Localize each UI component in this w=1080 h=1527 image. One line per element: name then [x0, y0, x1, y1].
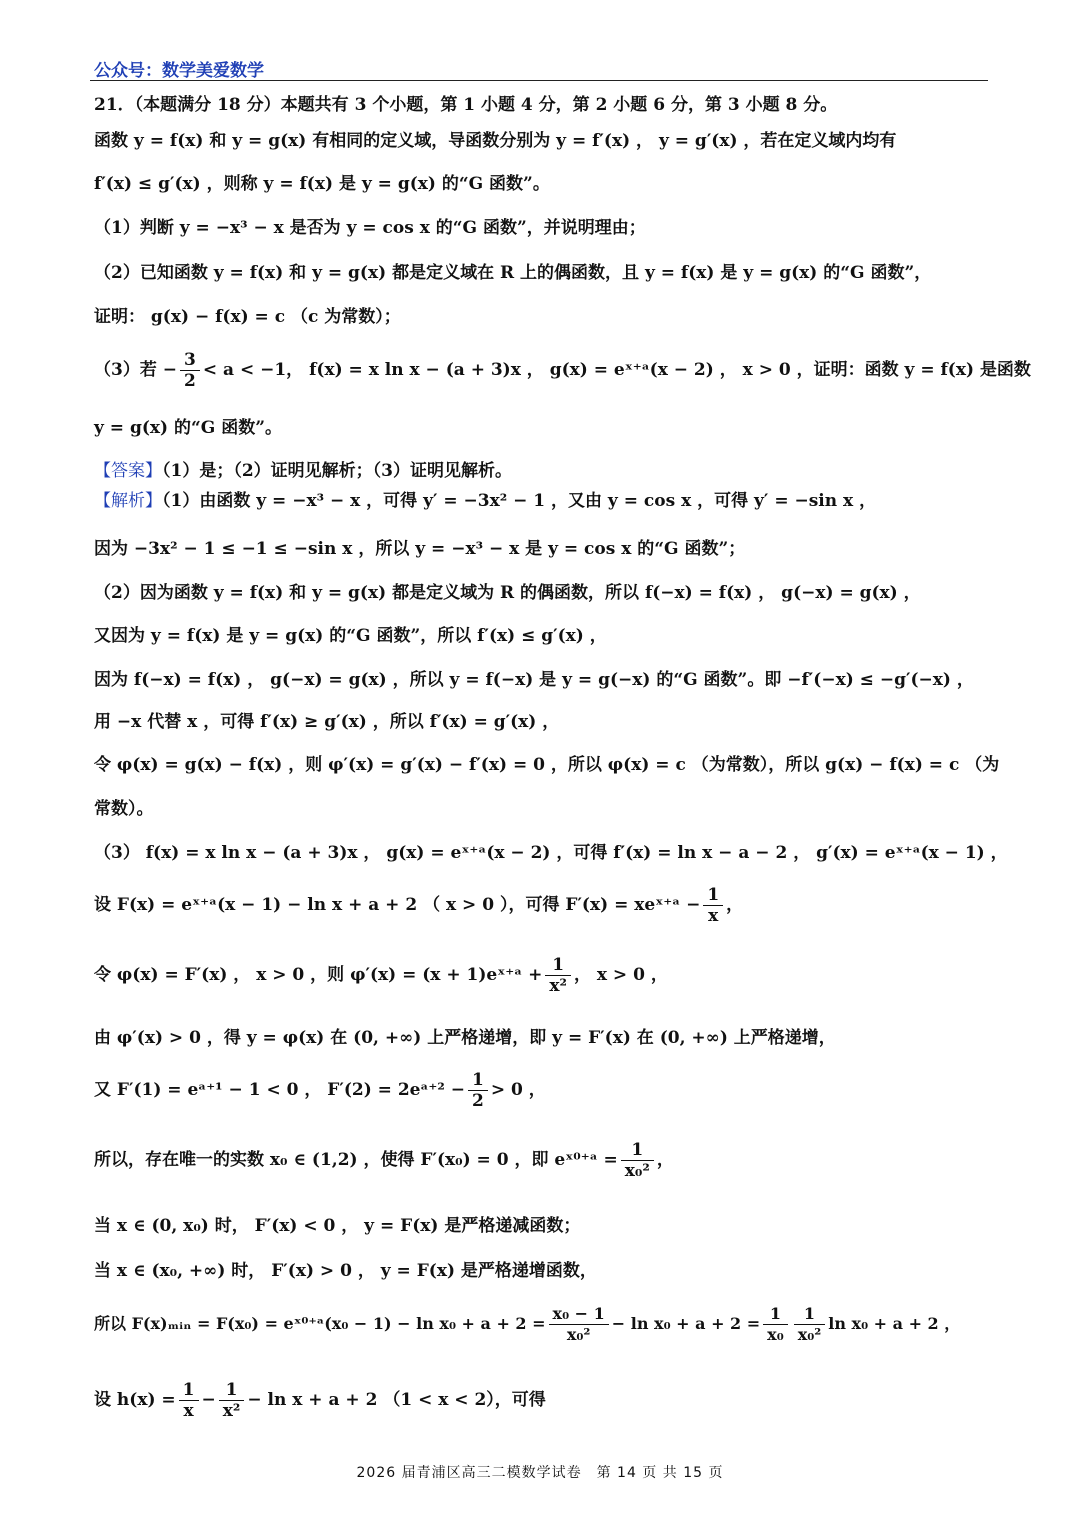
l26-frac2-num: 1	[763, 1304, 788, 1325]
l23-frac-den: x₀²	[624, 1161, 650, 1181]
analysis-line-4: 又因为 y = f(x) 是 y = g(x) 的“G 函数”，所以 f′(x) ≤ g′(x) ，	[94, 626, 607, 646]
question-3	[94, 350, 1031, 391]
analysis-line-12: 由 φ′(x) > 0 ，得 y = φ(x) 在 (0, +∞) 上严格递增，即 y = F′(x) 在 (0, +∞) 上严格递增，	[94, 1028, 836, 1048]
l27-frac2-num: 1	[219, 1380, 245, 1401]
analysis-line-5: 因为 f(−x) = f(x) ， g(−x) = g(x) ，所以 y = f(−x) 是 y = g(−x) 的“G 函数”。即 −f′(−x) ≤ −g′(−x) ，	[94, 670, 974, 690]
analysis-line-6: 用 −x 代替 x ，可得 f′(x) ≥ g′(x) ，所以 f′(x) = g′(x) ，	[94, 712, 560, 732]
answer-tag: 【答案】	[94, 461, 162, 481]
analysis-line-2: 因为 −3x² − 1 ≤ −1 ≤ −sin x ，所以 y = −x³ − x 是 y = cos x 的“G 函数”；	[94, 539, 746, 559]
answer-line	[94, 458, 986, 484]
l27-fraction-2	[219, 1380, 245, 1421]
l22-frac-den: 2	[471, 1091, 484, 1111]
answer-text: （1）是；（2）证明见解析；（3）证明见解析。	[162, 461, 512, 481]
analysis-line-13	[94, 1070, 986, 1111]
l23-frac-num: 1	[621, 1140, 654, 1161]
q3-frac-den: 2	[184, 371, 196, 391]
l22-suffix: > 0 ，	[490, 1080, 546, 1100]
analysis-line-15: 当 x ∈ (0, x₀) 时， F′(x) < 0 ， y = F(x) 是严格递减函数；	[94, 1216, 581, 1236]
page-footer: 2026 届青浦区高三二模数学试卷 第 14 页 共 15 页	[356, 1465, 724, 1481]
question-3-cont: y = g(x) 的“G 函数”。	[94, 418, 282, 438]
l19-fraction	[703, 885, 723, 926]
l26-fraction-3	[794, 1304, 826, 1345]
l27-minus: −	[201, 1390, 216, 1410]
l19-suffix: ，	[726, 895, 744, 915]
l26-mid: − ln x₀ + a + 2 =	[611, 1314, 761, 1333]
l22-frac-num: 1	[468, 1070, 488, 1091]
question-1: （1）判断 y = −x³ − x 是否为 y = cos x 的“G 函数”，并说明理由；	[94, 218, 646, 238]
q3-frac-num: 3	[180, 350, 200, 371]
l20-fraction	[545, 955, 571, 996]
l26-frac1-den: x₀²	[566, 1325, 591, 1344]
analysis-line-14	[94, 1140, 986, 1181]
l19-frac-num: 1	[703, 885, 723, 906]
l22-prefix: 又 F′(1) = eᵃ⁺¹ − 1 < 0 ， F′(2) = 2eᵃ⁺² −	[94, 1080, 465, 1100]
q3-rest: < a < −1， f(x) = x ln x − (a + 3)x ， g(x) = eˣ⁺ᵃ(x − 2) ， x > 0 ，证明：函数 y = f(x) 是函数	[202, 360, 1031, 380]
problem-text-1: 函数 y = f(x) 和 y = g(x) 有相同的定义域，导函数分别为 y = f′(x) ， y = g′(x) ，若在定义域内均有	[94, 131, 897, 151]
analysis-line-8: 常数）。	[94, 799, 154, 819]
l26-suffix: ln x₀ + a + 2 ，	[828, 1314, 961, 1333]
analysis-line-7: 令 φ(x) = g(x) − f(x) ，则 φ′(x) = g′(x) − f′(x) = 0 ，所以 φ(x) = c （为常数），所以 g(x) − f(x) = c （为	[94, 755, 1000, 775]
analysis-line-3: （2）因为函数 y = f(x) 和 y = g(x) 都是定义域为 R 的偶函数，所以 f(−x) = f(x) ， g(−x) = g(x) ，	[94, 583, 921, 603]
l20-frac-den: x²	[549, 976, 567, 996]
l26-frac3-den: x₀²	[797, 1325, 822, 1344]
question-2: （2）已知函数 y = f(x) 和 y = g(x) 都是定义域在 R 上的偶函数，且 y = f(x) 是 y = g(x) 的“G 函数”，	[94, 263, 932, 283]
l19-frac-den: x	[708, 906, 719, 926]
analysis-line-10	[94, 885, 986, 926]
analysis-line-11	[94, 955, 986, 996]
l27-frac1-num: 1	[179, 1380, 199, 1401]
problem-heading: 21．（本题满分 18 分）本题共有 3 个小题，第 1 小题 4 分，第 2 小题 6 分，第 3 小题 8 分。	[94, 95, 838, 115]
l20-frac-num: 1	[545, 955, 571, 976]
question-2-cont: 证明： g(x) − f(x) = c （c 为常数）；	[94, 307, 401, 327]
l27-frac1-den: x	[183, 1401, 194, 1421]
l26-frac3-num: 1	[794, 1304, 826, 1325]
problem-text-2: f′(x) ≤ g′(x) ，则称 y = f(x) 是 y = g(x) 的“G 函数”。	[94, 174, 550, 194]
l20-prefix: 令 φ(x) = F′(x) ， x > 0 ，则 φ′(x) = (x + 1)eˣ⁺ᵃ +	[94, 965, 543, 985]
l27-fraction-1	[179, 1380, 199, 1421]
header-rule	[90, 80, 988, 81]
l27-prefix: 设 h(x) =	[94, 1390, 176, 1410]
q3-prefix: （3）若 −	[94, 360, 177, 380]
l26-fraction-1	[549, 1304, 609, 1345]
l22-fraction	[468, 1070, 488, 1111]
l20-suffix: ， x > 0 ，	[573, 965, 668, 985]
analysis-line-16: 当 x ∈ (x₀, +∞) 时， F′(x) > 0 ， y = F(x) 是严格递增函数，	[94, 1261, 597, 1281]
analysis-line-18	[94, 1380, 986, 1421]
l27-suffix: − ln x + a + 2 （1 < x < 2），可得	[247, 1390, 546, 1410]
l23-prefix: 所以，存在唯一的实数 x₀ ∈ (1,2) ，使得 F′(x₀) = 0 ，即 eˣ⁰⁺ᵃ =	[94, 1150, 618, 1170]
analysis-line-9: （3） f(x) = x ln x − (a + 3)x ， g(x) = eˣ⁺ᵃ(x − 2) ，可得 f′(x) = ln x − a − 2 ， g′(x) = eˣ⁺ᵃ(x − 1) ，	[94, 843, 1008, 863]
analysis-tag: 【解析】	[94, 491, 162, 511]
l26-fraction-2	[763, 1304, 788, 1345]
analysis-text-1: （1）由函数 y = −x³ − x ，可得 y′ = −3x² − 1 ，又由 y = cos x ，可得 y′ = −sin x ，	[162, 491, 877, 511]
l19-prefix: 设 F(x) = eˣ⁺ᵃ(x − 1) − ln x + a + 2 （ x > 0 ），可得 F′(x) = xeˣ⁺ᵃ −	[94, 895, 701, 915]
l26-prefix: 所以 F(x)ₘᵢₙ = F(x₀) = eˣ⁰⁺ᵃ(x₀ − 1) − ln x₀ + a + 2 =	[94, 1314, 546, 1333]
l26-frac1-num: x₀ − 1	[549, 1304, 609, 1325]
q3-fraction	[180, 350, 200, 391]
l26-frac2-den: x₀	[767, 1325, 784, 1344]
header-account: 公众号：数学美爱数学	[94, 61, 264, 81]
analysis-line-1	[94, 488, 986, 514]
l27-frac2-den: x²	[222, 1401, 241, 1421]
analysis-line-17	[94, 1304, 986, 1345]
l23-suffix: ，	[656, 1150, 674, 1170]
l23-fraction	[621, 1140, 654, 1181]
